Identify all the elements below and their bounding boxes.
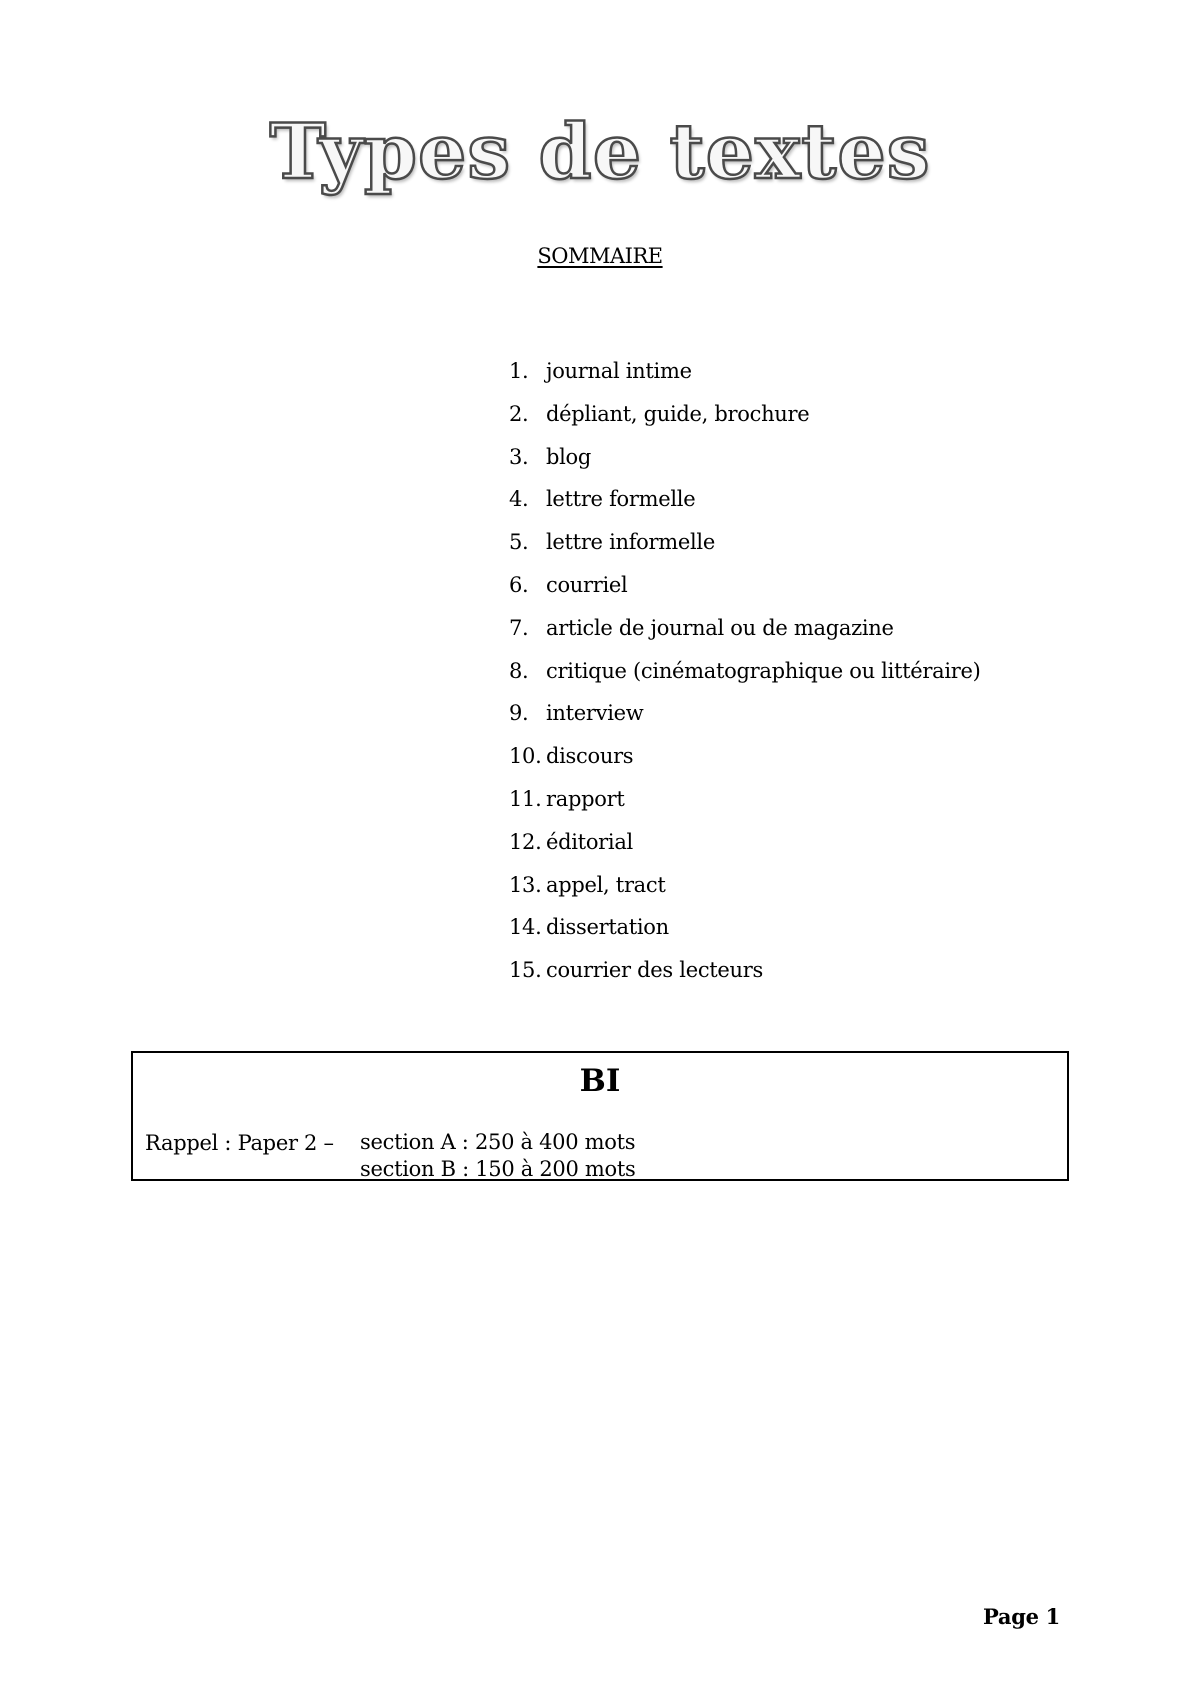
toc-item (509, 527, 981, 570)
toc-item (509, 741, 981, 784)
toc-item-number: 14. (509, 915, 542, 940)
toc-item-number: 4. (509, 487, 529, 512)
reminder-label: Rappel : Paper 2 – (145, 1131, 334, 1155)
toc-item-label: dissertation (546, 915, 669, 940)
toc-item-label: éditorial (546, 829, 633, 854)
toc-item (509, 912, 981, 955)
toc-item-number: 11. (509, 786, 542, 811)
bi-reminder-box (131, 1051, 1069, 1181)
toc-item-number: 15. (509, 958, 542, 983)
toc-item (509, 827, 981, 870)
toc-item-number: 9. (509, 701, 529, 726)
toc-item (509, 870, 981, 913)
bi-heading: BI (579, 1063, 621, 1099)
toc-item-label: dépliant, guide, brochure (546, 401, 810, 426)
toc-item-label: rapport (546, 786, 625, 811)
section-a-word-count: section A : 250 à 400 mots (360, 1130, 636, 1154)
toc-item-label: courrier des lecteurs (546, 958, 763, 983)
toc-item (509, 613, 981, 656)
toc-item-number: 13. (509, 872, 542, 897)
document-title: Types de textes (269, 107, 931, 196)
toc-item-label: discours (546, 744, 634, 769)
toc-item (509, 784, 981, 827)
toc-item-number: 8. (509, 658, 529, 683)
toc-item-label: courriel (546, 572, 628, 597)
toc-item (509, 356, 981, 399)
toc-item (509, 570, 981, 613)
word-count-sections (360, 1129, 636, 1183)
toc-item-label: critique (cinématographique ou littéraire) (546, 658, 981, 683)
toc-item-number: 6. (509, 572, 529, 597)
toc-item-label: interview (546, 701, 644, 726)
toc-item-label: journal intime (546, 359, 692, 383)
toc-item-number: 1. (509, 359, 529, 383)
toc-item-number: 2. (509, 401, 529, 426)
toc-item-number: 12. (509, 829, 542, 854)
toc-item (509, 484, 981, 527)
toc-item (509, 656, 981, 699)
toc-item (509, 955, 981, 998)
toc-item-number: 3. (509, 444, 529, 469)
toc-item-number: 7. (509, 615, 529, 640)
toc-item-number: 5. (509, 530, 529, 555)
table-of-contents (509, 356, 981, 998)
toc-item-label: appel, tract (546, 872, 666, 897)
page-number: Page 1 (982, 1604, 1060, 1629)
toc-item-label: lettre informelle (546, 530, 715, 555)
toc-item-label: lettre formelle (546, 487, 696, 512)
section-b-word-count: section B : 150 à 200 mots (360, 1157, 636, 1181)
toc-item-number: 10. (509, 744, 542, 769)
summary-heading: SOMMAIRE (537, 244, 663, 268)
toc-item-label: article de journal ou de magazine (546, 615, 894, 640)
toc-item-label: blog (546, 444, 592, 469)
toc-item (509, 698, 981, 741)
toc-item (509, 442, 981, 485)
toc-item (509, 399, 981, 442)
